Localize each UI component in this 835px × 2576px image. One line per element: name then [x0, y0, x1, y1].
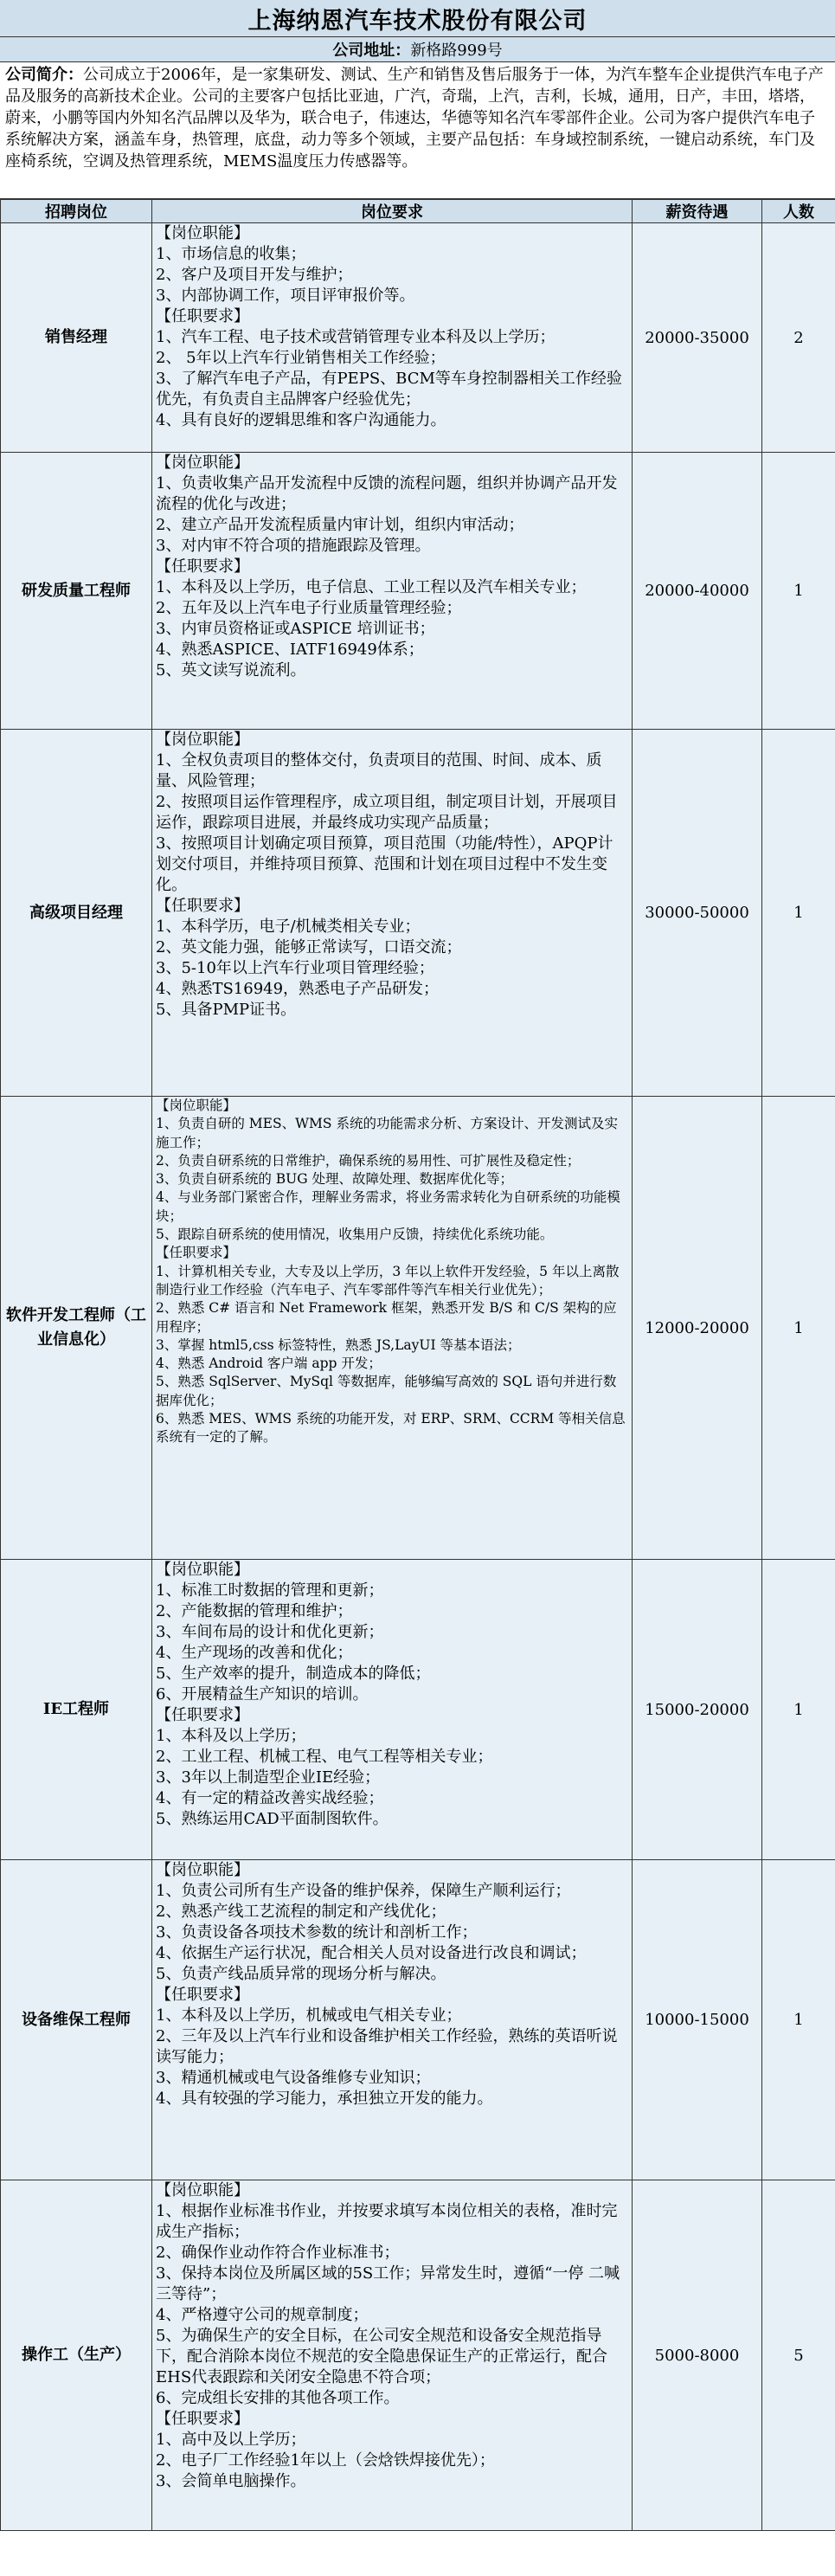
requirement-line: 1、本科及以上学历，电子信息、工业工程以及汽车相关专业； [156, 578, 587, 596]
requirements-cell [152, 453, 633, 730]
requirement-line: 2、熟悉 C# 语言和 Net Framework 框架，熟悉开发 B/S 和 C/S 架构的应用程序； [156, 1300, 617, 1335]
job-table [0, 199, 835, 2531]
salary-range: 20000-40000 [633, 453, 762, 730]
requirement-line: 【任职要求】 [156, 1986, 249, 2004]
requirement-line: 【岗位职能】 [156, 1098, 237, 1113]
salary-range: 15000-20000 [633, 1560, 762, 1860]
company-address [0, 37, 835, 62]
requirement-line: 3、5-10年以上汽车行业项目管理经验； [156, 959, 434, 977]
requirement-line: 2、英文能力强，能够正常读写，口语交流； [156, 938, 462, 956]
requirement-line: 5、负责产线品质异常的现场分析与解决。 [156, 1965, 446, 1983]
requirements-list [152, 1860, 632, 2180]
requirement-line: 4、具有良好的逻辑思维和客户沟通能力。 [156, 411, 446, 429]
requirement-line: 5、具备PMP证书。 [156, 1001, 297, 1019]
position-name: 销售经理 [1, 223, 152, 453]
requirement-line: 3、掌握 html5,css 标签特性，熟悉 JS,LayUI 等基本语法； [156, 1336, 521, 1353]
requirement-line: 3、按照项目计划确定项目预算，项目范围（功能/特性），APQP计划交付项目，并维持项目预算、范围和计划在项目过程中不发生变化。 [156, 834, 613, 894]
header-requirements: 岗位要求 [152, 200, 633, 223]
headcount: 1 [762, 453, 835, 730]
requirement-line: 1、本科学历，电子/机械类相关专业； [156, 918, 421, 936]
table-row [1, 453, 835, 730]
requirement-line: 【任职要求】 [156, 897, 249, 915]
requirement-line: 4、具有较强的学习能力，承担独立开发的能力。 [156, 2090, 493, 2108]
requirement-line: 【任职要求】 [156, 557, 249, 576]
header-position: 招聘岗位 [1, 200, 152, 223]
requirements-list [152, 453, 632, 729]
requirement-line: 【岗位职能】 [156, 454, 249, 472]
requirement-line: 【岗位职能】 [156, 1861, 249, 1879]
requirement-line: 2、负责自研系统的日常维护，确保系统的易用性、可扩展性及稳定性； [156, 1152, 581, 1169]
requirement-line: 6、熟悉 MES、WMS 系统的功能开发，对 ERP、SRM、CCRM 等相关信息系统有一定的了解。 [156, 1411, 626, 1446]
table-row [1, 2180, 835, 2531]
requirements-list [152, 1560, 632, 1859]
requirement-line: 【任职要求】 [156, 2410, 249, 2428]
intro-label: 公司简介： [5, 66, 83, 84]
requirement-line: 4、熟悉 Android 客户端 app 开发； [156, 1356, 382, 1372]
requirements-cell [152, 1560, 633, 1860]
salary-range: 20000-35000 [633, 223, 762, 453]
requirement-line: 5、熟练运用CAD平面制图软件。 [156, 1810, 389, 1828]
table-row [1, 1097, 835, 1560]
requirement-line: 【任职要求】 [156, 307, 249, 325]
headcount: 5 [762, 2180, 835, 2531]
job-table-header [1, 200, 835, 223]
requirement-line: 2、 5年以上汽车行业销售相关工作经验； [156, 349, 446, 367]
requirement-line: 1、本科及以上学历； [156, 1727, 306, 1745]
job-table-body [1, 223, 835, 2531]
requirement-line: 【岗位职能】 [156, 731, 249, 749]
requirement-line: 4、有一定的精益改善实战经验； [156, 1789, 384, 1807]
company-title-text: 上海纳恩汽车技术股份有限公司 [247, 7, 588, 35]
requirement-line: 1、负责公司所有生产设备的维护保养，保障生产顺利运行； [156, 1882, 571, 1900]
table-row [1, 1560, 835, 1860]
requirement-line: 3、3年以上制造型企业IE经验； [156, 1768, 381, 1787]
requirement-line: 【任职要求】 [156, 1706, 249, 1724]
requirement-line: 5、英文读写说流利。 [156, 661, 306, 679]
requirement-line: 1、计算机相关专业，大专及以上学历，3 年以上软件开发经验，5 年以上离散制造行业工作经验（汽车电子、汽车零部件等汽车相关行业优先）； [156, 1263, 620, 1298]
requirement-line: 6、开展精益生产知识的培训。 [156, 1685, 369, 1703]
header-salary: 薪资待遇 [633, 200, 762, 223]
requirement-line: 2、产能数据的管理和维护； [156, 1602, 353, 1620]
position-name: IE工程师 [1, 1560, 152, 1860]
position-name: 设备维保工程师 [1, 1860, 152, 2180]
requirements-cell [152, 2180, 633, 2531]
requirements-cell [152, 1097, 633, 1560]
requirement-line: 3、内审员资格证或ASPICE 培训证书； [156, 620, 435, 638]
requirement-line: 3、会简单电脑操作。 [156, 2472, 306, 2490]
requirement-line: 4、熟悉TS16949，熟悉电子产品研发； [156, 980, 440, 998]
requirement-line: 2、按照项目运作管理程序，成立项目组，制定项目计划，开展项目运作，跟踪项目进展，并最终成功实现产品质量； [156, 793, 618, 832]
requirement-line: 1、本科及以上学历，机械或电气相关专业； [156, 2006, 462, 2025]
requirement-line: 3、精通机械或电气设备维修专业知识； [156, 2069, 431, 2087]
requirement-line: 5、跟踪自研系统的使用情况，收集用户反馈，持续优化系统功能。 [156, 1227, 554, 1243]
headcount: 1 [762, 1560, 835, 1860]
requirement-line: 2、客户及项目开发与维护； [156, 266, 353, 284]
requirement-line: 3、内部协调工作，项目评审报价等。 [156, 287, 415, 305]
requirements-list [152, 2180, 632, 2530]
headcount: 1 [762, 1860, 835, 2180]
requirement-line: 4、与业务部门紧密合作，理解业务需求，将业务需求转化为自研系统的功能模块； [156, 1189, 620, 1224]
table-row [1, 223, 835, 453]
header-count: 人数 [762, 200, 835, 223]
requirement-line: 2、工业工程、机械工程、电气工程等相关专业； [156, 1748, 493, 1766]
requirements-cell [152, 730, 633, 1097]
salary-range: 12000-20000 [633, 1097, 762, 1560]
intro-text: 公司成立于2006年，是一家集研发、测试、生产和销售及售后服务于一体，为汽车整车企业提供汽车电子产品及服务的高新技术企业。公司的主要客户包括比亚迪，广汽，奇瑞，上汽，吉利，长城，通用，日产，丰田，塔塔，蔚来，小鹏等国内外知名汽品牌以及华为，联合电子，伟速达，华德等知名汽车零部件企业。公司为客户提供汽车电子系统解决方案，涵盖车身，热管理，底盘，动力等多个领域，主要产品包括：车身域控制系统，一键启动系统，车门及座椅系统，空调及热管理系统，MEMS温度压力传感器等。 [5, 66, 824, 171]
requirements-cell [152, 1860, 633, 2180]
requirement-line: 【任职要求】 [156, 1245, 237, 1261]
requirement-line: 2、熟悉产线工艺流程的制定和产线优化； [156, 1903, 446, 1921]
requirement-line: 3、了解汽车电子产品，有PEPS、BCM等车身控制器相关工作经验优先，有负责自主品牌客户经验优先； [156, 370, 622, 409]
requirement-line: 1、根据作业标准书作业，并按要求填写本岗位相关的表格，准时完成生产指标； [156, 2202, 618, 2241]
requirement-line: 1、全权负责项目的整体交付，负责项目的范围、时间、成本、质量、风险管理； [156, 751, 602, 790]
requirement-line: 1、负责收集产品开发流程中反馈的流程问题，组织并协调产品开发流程的优化与改进； [156, 474, 618, 513]
requirement-line: 3、负责设备各项技术参数的统计和剖析工作； [156, 1923, 478, 1942]
requirement-line: 3、负责自研系统的 BUG 处理、故障处理、数据库优化等； [156, 1171, 514, 1188]
position-name: 研发质量工程师 [1, 453, 152, 730]
salary-range: 30000-50000 [633, 730, 762, 1097]
position-name: 软件开发工程师（工业信息化） [1, 1097, 152, 1560]
requirement-line: 4、严格遵守公司的规章制度； [156, 2306, 369, 2324]
position-name: 高级项目经理 [1, 730, 152, 1097]
requirement-line: 5、生产效率的提升，制造成本的降低； [156, 1665, 431, 1683]
requirement-line: 1、市场信息的收集； [156, 245, 306, 263]
requirement-line: 5、为确保生产的安全目标，在公司安全规范和设备安全规范指导下，配合消除本岗位不规范的安全隐患保证生产的正常运行，配合EHS代表跟踪和关闭安全隐患不符合项； [156, 2327, 607, 2386]
requirement-line: 【岗位职能】 [156, 2181, 249, 2199]
requirement-line: 2、确保作业动作符合作业标准书； [156, 2244, 400, 2262]
requirements-list [152, 223, 632, 452]
requirement-line: 2、建立产品开发流程质量内审计划，组织内审活动； [156, 516, 524, 534]
requirement-line: 3、对内审不符合项的措施跟踪及管理。 [156, 537, 431, 555]
requirement-line: 1、汽车工程、电子技术或营销管理专业本科及以上学历； [156, 328, 556, 346]
salary-range: 10000-15000 [633, 1860, 762, 2180]
company-title [0, 0, 835, 37]
requirement-line: 1、标准工时数据的管理和更新； [156, 1581, 384, 1600]
requirements-list [152, 730, 632, 1096]
requirement-line: 4、生产现场的改善和优化； [156, 1644, 353, 1662]
salary-range: 5000-8000 [633, 2180, 762, 2531]
requirement-line: 4、依据生产运行状况，配合相关人员对设备进行改良和调试； [156, 1944, 587, 1962]
table-row [1, 730, 835, 1097]
headcount: 1 [762, 730, 835, 1097]
position-name: 操作工（生产） [1, 2180, 152, 2531]
address-label: 公司地址： [332, 42, 411, 60]
address-value: 新格路999号 [410, 42, 503, 60]
requirement-line: 2、电子厂工作经验1年以上（会焓铁焊接优先）； [156, 2451, 495, 2470]
requirement-line: 6、完成组长安排的其他各项工作。 [156, 2389, 400, 2407]
headcount: 2 [762, 223, 835, 453]
requirement-line: 1、高中及以上学历； [156, 2431, 306, 2449]
requirement-line: 2、三年及以上汽车行业和设备维护相关工作经验，熟练的英语听说读写能力； [156, 2027, 618, 2066]
requirements-list [152, 1097, 632, 1559]
company-intro [0, 62, 835, 199]
requirement-line: 4、熟悉ASPICE、IATF16949体系； [156, 641, 424, 659]
headcount: 1 [762, 1097, 835, 1560]
requirement-line: 1、负责自研的 MES、WMS 系统的功能需求分析、方案设计、开发测试及实施工作； [156, 1116, 618, 1150]
requirement-line: 2、五年及以上汽车电子行业质量管理经验； [156, 599, 462, 617]
requirement-line: 【岗位职能】 [156, 224, 249, 242]
requirements-cell [152, 223, 633, 453]
table-row [1, 1860, 835, 2180]
requirement-line: 3、保持本岗位及所属区域的5S工作；异常发生时，遵循“一停 二喊 三等待”； [156, 2264, 625, 2303]
requirement-line: 3、车间布局的设计和优化更新； [156, 1623, 384, 1641]
requirement-line: 5、熟悉 SqlServer、MySql 等数据库，能够编写高效的 SQL 语句并进行数据库优化； [156, 1374, 617, 1408]
requirement-line: 【岗位职能】 [156, 1561, 249, 1579]
